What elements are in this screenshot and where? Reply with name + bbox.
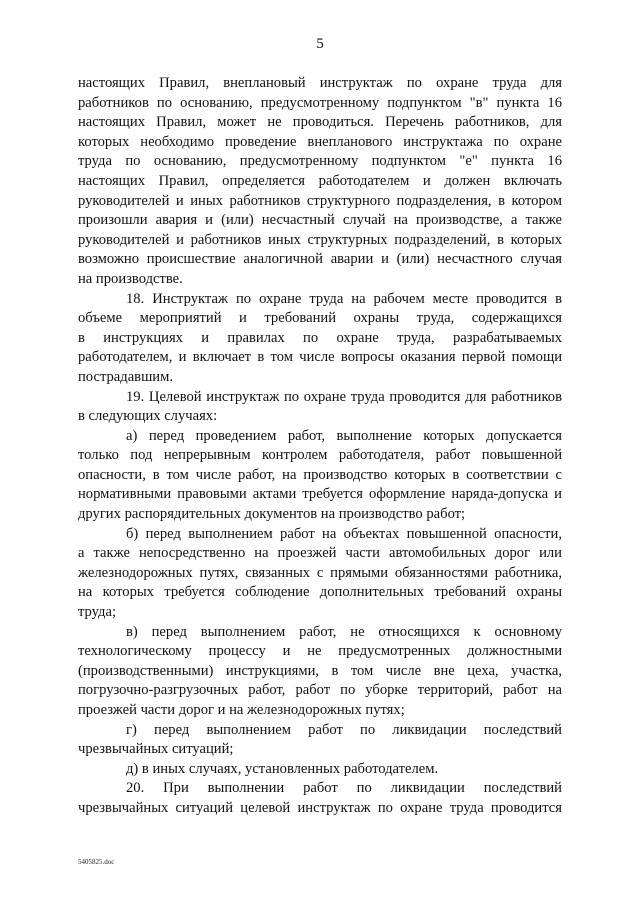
text-line: труда; bbox=[78, 604, 116, 621]
text-line: г) перед выполнением работ по ликвидации последствий bbox=[126, 721, 562, 738]
text-line: работников по основанию, предусмотренному подпунктом "в" пункта 16 bbox=[78, 94, 562, 111]
text-line: руководителей и иных работников структурного подразделения, в котором bbox=[78, 192, 562, 209]
text-line: в следующих случаях: bbox=[78, 408, 218, 425]
text-line: 20. При выполнении работ по ликвидации последствий bbox=[126, 780, 562, 797]
text-line: которых необходимо проведение внепланового инструктажа по охране bbox=[78, 133, 562, 150]
text-line: нормативными правовыми актами требуется оформление наряда-допуска и bbox=[78, 486, 562, 503]
text-line: только под непрерывным контролем работодателя, работ повышенной bbox=[78, 447, 562, 464]
page-number: 5 bbox=[316, 36, 324, 52]
text-line: возможно происшествие аналогичной аварии и (или) несчастного случая bbox=[78, 251, 562, 268]
text-line: труда по основанию, предусмотренному подпунктом "е" пункта 16 bbox=[78, 153, 562, 170]
text-line: руководителей и работников иных структурных подразделений, в которых bbox=[78, 231, 562, 248]
text-line: в) перед выполнением работ, не относящихся к основному bbox=[126, 623, 562, 640]
text-line: чрезвычайных ситуаций целевой инструктаж по охране труда проводится bbox=[78, 799, 562, 816]
text-line: опасности, в том числе работ, на производство которых в соответствии с bbox=[78, 466, 562, 483]
text-line: технологическому процессу и не предусмотренных должностными bbox=[78, 643, 562, 660]
text-line: настоящих Правил, определяется работодателем и должен включать bbox=[78, 172, 562, 189]
text-line: пострадавшим. bbox=[78, 368, 174, 385]
text-line: 18. Инструктаж по охране труда на рабочем месте проводится в bbox=[126, 290, 562, 307]
text-line: других распорядительных документов на производство работ; bbox=[78, 506, 466, 523]
text-line: д) в иных случаях, установленных работодателем. bbox=[126, 760, 439, 777]
text-line: работодателем, и включает в том числе вопросы оказания первой помощи bbox=[78, 349, 562, 366]
document-footer-filename: 5405825.doc bbox=[78, 858, 115, 866]
text-line: настоящих Правил, может не проводиться. Перечень работников, для bbox=[78, 114, 562, 131]
text-line: железнодорожных путях, связанных с прямыми обязанностями работника, bbox=[78, 564, 562, 581]
text-line: на производстве. bbox=[78, 270, 183, 287]
text-line: настоящих Правил, внеплановый инструктаж по охране труда для bbox=[78, 75, 562, 91]
document-body bbox=[78, 74, 562, 819]
text-line: а) перед проведением работ, выполнение которых допускается bbox=[126, 427, 562, 444]
text-line: чрезвычайных ситуаций; bbox=[78, 741, 234, 758]
text-line: б) перед выполнением работ на объектах повышенной опасности, bbox=[126, 525, 562, 542]
text-line: на которых требуется соблюдение дополнительных требований охраны bbox=[78, 584, 562, 601]
text-line: 19. Целевой инструктаж по охране труда проводится для работников bbox=[126, 388, 562, 405]
text-line: а также непосредственно на проезжей части автомобильных дорог или bbox=[78, 545, 562, 562]
text-line: в инструкциях и правилах по охране труда, разрабатываемых bbox=[78, 329, 562, 346]
text-line: объеме мероприятий и требований охраны труда, содержащихся bbox=[78, 310, 562, 327]
text-line: произошли авария и (или) несчастный случай на производстве, а также bbox=[78, 212, 562, 229]
text-line: погрузочно-разгрузочных работ, работ по уборке территорий, работ на bbox=[78, 682, 562, 699]
text-line: проезжей части дорог и на железнодорожных путях; bbox=[78, 702, 405, 718]
text-line: (производственными) инструкциями, в том числе вне цеха, участка, bbox=[78, 662, 562, 679]
